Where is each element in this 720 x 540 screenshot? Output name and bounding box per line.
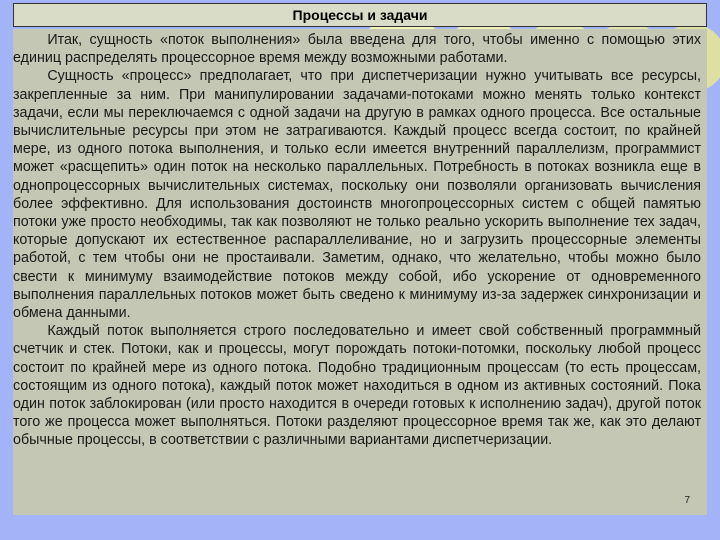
paragraph: Каждый поток выполняется строго последовательно и имеет свой собственный программный счетчик и стек. Потоки, как и процессы, могут порождать потоки-потомки, поскольку любой процесс состоит по крайней мере из одного потока. Подобно традиционным процессам (то есть процессам, состоящим из одного потока), каждый поток может находиться в одном из активных состояний. Пока один поток заблокирован (или просто находится в очереди готовых к исполнению задач), другой поток того же процесса может выполняться. Потоки разделяют процессорное время так же, как это делают обычные процессы, в соответствии с различными вариантами диспетчеризации.	[13, 323, 701, 449]
paragraph: Сущность «процесс» предполагает, что при диспетчеризации нужно учитывать все ресурсы, закрепленные за ним. При манипулировании задачами-потоками можно менять только контекст задачи, если мы переключаемся с одной задачи на другую в рамках одного процесса. Все остальные вычислительные ресурсы при этом не затрагиваются. Каждый процесс всегда состоит, по крайней мере, из одного потока выполнения, и только если имеется внутренний параллелизм, программист может «расщепить» один поток на несколько параллельных. Потребность в потоках возникла еще в однопроцессорных вычислительных системах, поскольку они позволяли организовать вычисления более эффективно. Для использования достоинств многопроцессорных систем с общей памятью потоки уже просто необходимы, так как позволяют не только реально ускорить выполнение тех задач, которые допускают их естественное распараллеливание, но и загрузить процессорные элементы работой, с тем чтобы они не простаивали. Заметим, однако, что желательно, чтобы можно было свести к минимуму взаимодействие потоков между собой, ибо ускорение от одновременного выполнения параллельных потоков может быть сведено к минимуму из-за задержек синхронизации и обмена данными.	[13, 68, 701, 322]
slide-title: Процессы и задачи	[13, 3, 707, 27]
page-number: 7	[684, 495, 690, 506]
paragraph: Итак, сущность «поток выполнения» была введена для того, чтобы именно с помощью этих единиц распределять процессорное время между возможными работами.	[13, 32, 701, 67]
slide-body	[13, 29, 707, 515]
